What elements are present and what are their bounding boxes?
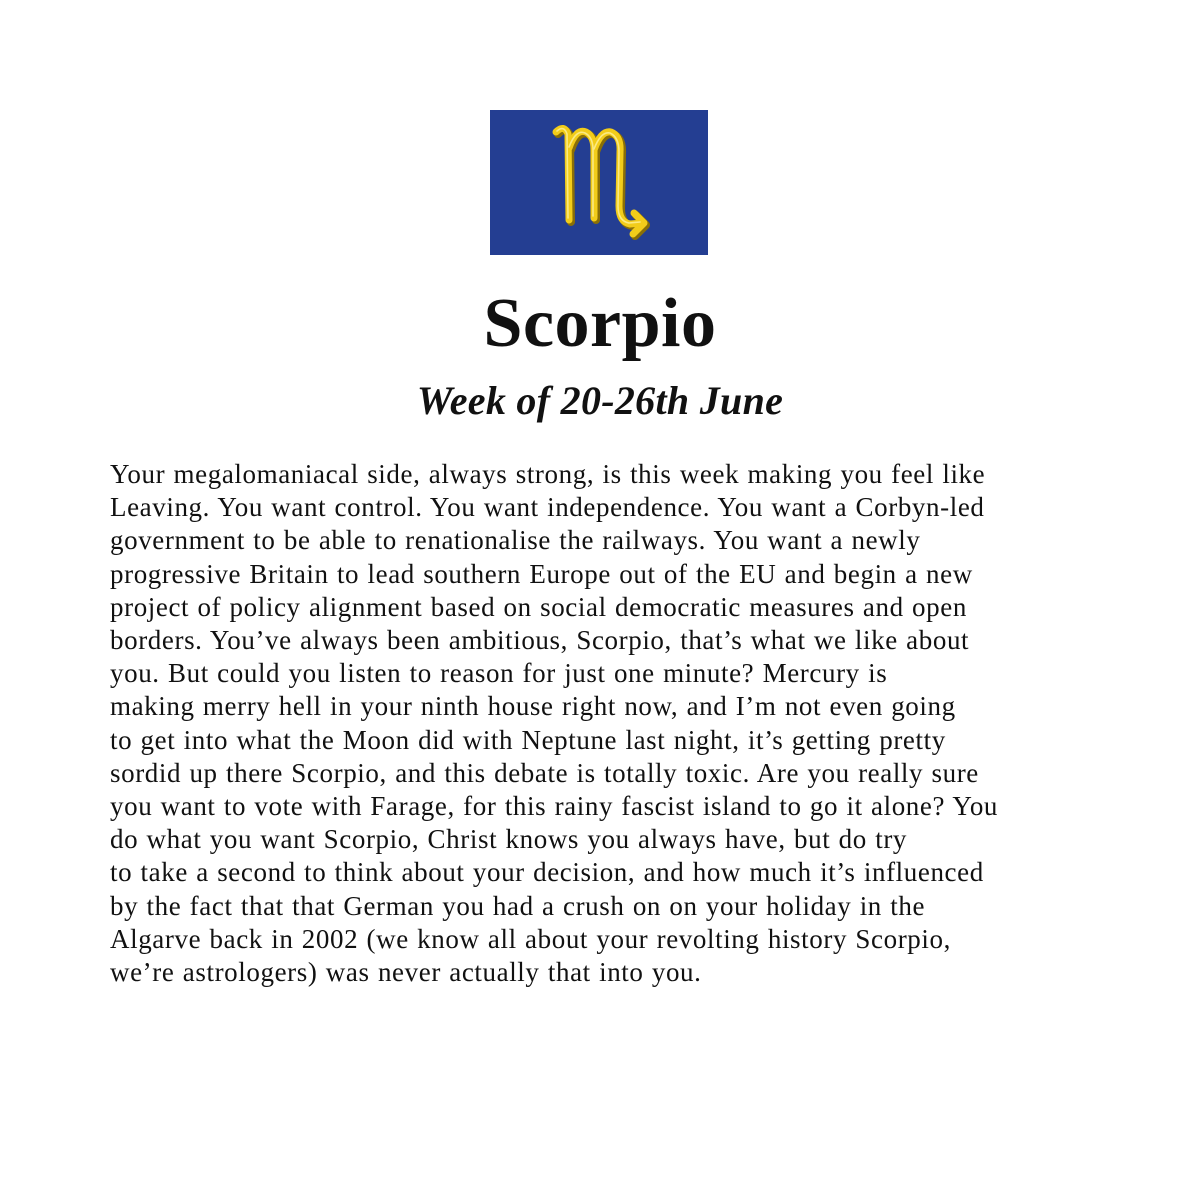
horoscope-line: you. But could you listen to reason for just one minute? Mercury is <box>110 658 888 689</box>
horoscope-line: to get into what the Moon did with Neptune last night, it’s getting pretty <box>110 724 946 755</box>
horoscope-line: progressive Britain to lead southern Europe out of the EU and begin a new <box>110 558 973 589</box>
horoscope-line: by the fact that that German you had a crush on on your holiday in the <box>110 890 926 921</box>
horoscope-line: we’re astrologers) was never actually that into you. <box>110 957 702 988</box>
horoscope-line: Algarve back in 2002 (we know all about your revolting history Scorpio, <box>110 923 951 954</box>
sign-title: Scorpio <box>483 285 717 362</box>
horoscope-line: you want to vote with Farage, for this rainy fascist island to go it alone? You <box>110 791 999 822</box>
horoscope-line: Leaving. You want control. You want independence. You want a Corbyn-led <box>110 492 985 523</box>
horoscope-line: project of policy alignment based on social democratic measures and open <box>110 591 967 622</box>
scorpio-emblem <box>490 110 708 255</box>
horoscope-line: government to be able to renationalise the railways. You want a newly <box>110 525 921 556</box>
horoscope-line: do what you want Scorpio, Christ knows you always have, but do try <box>110 824 908 855</box>
horoscope-line: Your megalomaniacal side, always strong, is this week making you feel like <box>110 459 986 489</box>
horoscope-line: sordid up there Scorpio, and this debate is totally toxic. Are you really sure <box>110 757 979 788</box>
week-subtitle: Week of 20-26th June <box>416 378 784 423</box>
horoscope-line: to take a second to think about your decision, and how much it’s influenced <box>110 857 984 888</box>
horoscope-body <box>110 458 1110 989</box>
horoscope-line: borders. You’ve always been ambitious, Scorpio, that’s what we like about <box>110 625 970 656</box>
horoscope-line: making merry hell in your ninth house right now, and I’m not even going <box>110 691 956 722</box>
